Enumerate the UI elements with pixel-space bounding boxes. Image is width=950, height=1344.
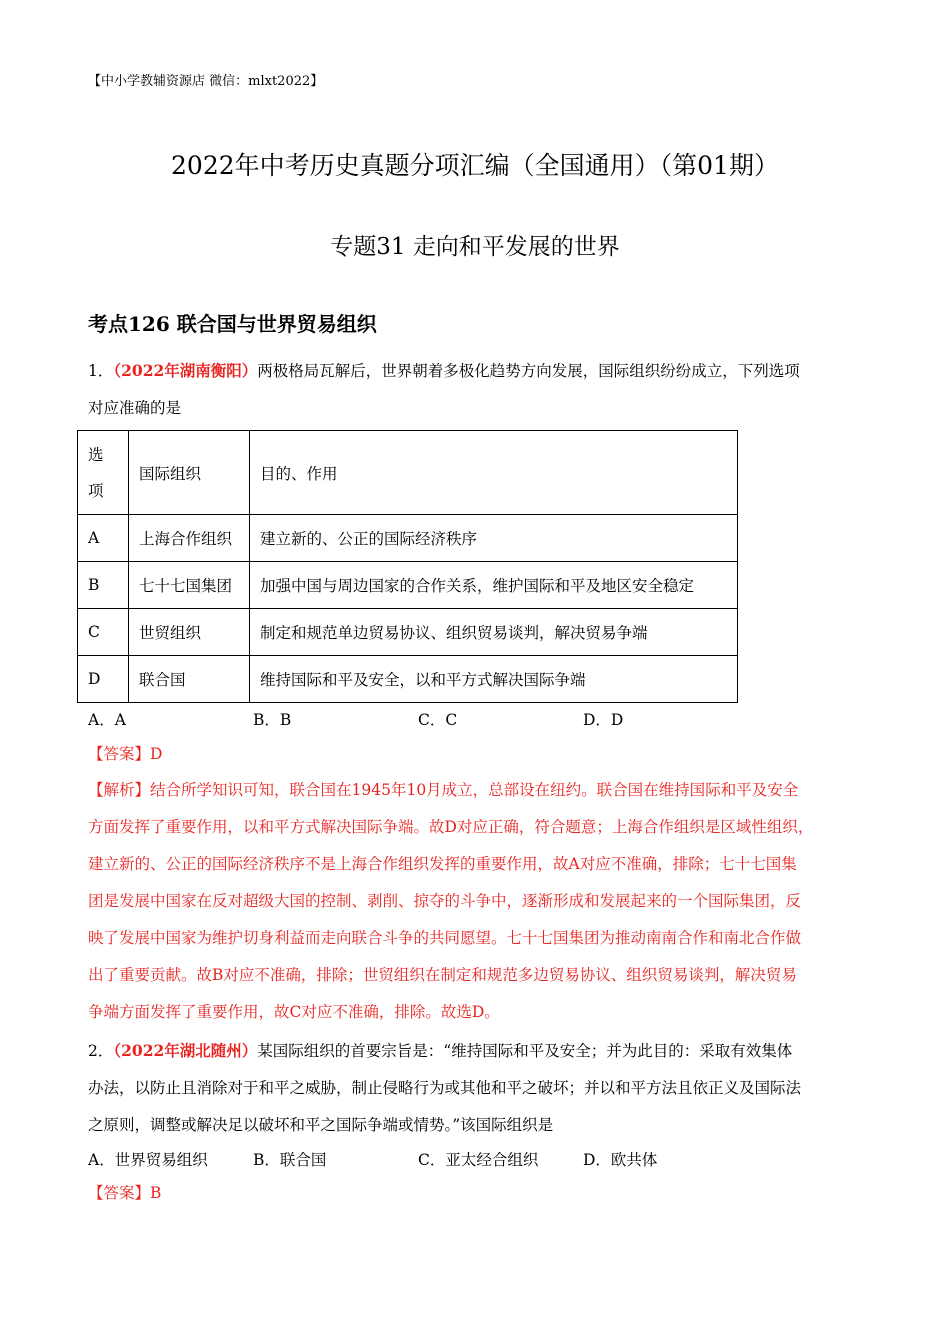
q2-answer bbox=[88, 1175, 873, 1212]
choice-a: A．A bbox=[88, 711, 126, 729]
q1-analysis bbox=[88, 772, 888, 1031]
table-header-row bbox=[78, 431, 738, 515]
section-title: 考点126 联合国与世界贸易组织 bbox=[88, 312, 377, 336]
answer-value: B bbox=[150, 1184, 162, 1202]
header-col1-line: 项 bbox=[88, 481, 104, 500]
choice-d: D．欧共体 bbox=[583, 1151, 658, 1169]
table-cell: A bbox=[78, 515, 129, 562]
header-col1-line: 选 bbox=[88, 445, 104, 464]
table-row bbox=[78, 562, 738, 609]
analysis-label: 【解析】 bbox=[88, 781, 151, 799]
table-cell: 加强中国与周边国家的合作关系，维护国际和平及地区安全稳定 bbox=[250, 562, 738, 609]
sub-title: 专题31 走向和平发展的世界 bbox=[330, 234, 620, 260]
source-note: 【中小学教辅资源店 微信：mlxt2022】 bbox=[88, 74, 324, 89]
q2-stem-line: 某国际组织的首要宗旨是：“维持国际和平及安全；并为此目的：采取有效集体 bbox=[257, 1042, 793, 1060]
analysis-line: 方面发挥了重要作用，以和平方式解决国际争端。故D对应正确，符合题意；上海合作组织是区域性组织， bbox=[88, 818, 814, 836]
table-cell: 上海合作组织 bbox=[129, 515, 250, 562]
choice-c: C．亚太经合组织 bbox=[418, 1151, 539, 1169]
choice-a: A．世界贸易组织 bbox=[88, 1151, 208, 1169]
q2-source: （2022年湖北随州） bbox=[113, 1041, 258, 1060]
answer-value: D bbox=[150, 745, 163, 763]
analysis-line: 争端方面发挥了重要作用，故C对应不准确，排除。故选D。 bbox=[88, 1003, 500, 1021]
q1-stem-line2: 对应准确的是 bbox=[88, 399, 182, 417]
answer-label: 【答案】 bbox=[88, 1184, 151, 1202]
answer-label: 【答案】 bbox=[88, 745, 151, 763]
choice-d: D．D bbox=[583, 711, 624, 729]
table-cell: 七十七国集团 bbox=[129, 562, 250, 609]
analysis-line: 出了重要贡献。故B对应不准确，排除；世贸组织在制定和规范多边贸易协议、组织贸易谈判，解决贸易 bbox=[88, 966, 797, 984]
table-row bbox=[78, 609, 738, 656]
q2-choices bbox=[88, 1148, 873, 1170]
table-cell: 制定和规范单边贸易协议、组织贸易谈判，解决贸易争端 bbox=[250, 609, 738, 656]
table-cell: D bbox=[78, 656, 129, 703]
choice-b: B．B bbox=[253, 711, 292, 729]
choice-b: B．联合国 bbox=[253, 1151, 327, 1169]
table-cell: 维持国际和平及安全，以和平方式解决国际争端 bbox=[250, 656, 738, 703]
analysis-line: 团是发展中国家在反对超级大国的控制、剥削、掠夺的斗争中，逐渐形成和发展起来的一个国际集团，反 bbox=[88, 892, 802, 910]
table-cell: 联合国 bbox=[129, 656, 250, 703]
choice-c: C．C bbox=[418, 711, 458, 729]
table-header-cell bbox=[78, 431, 129, 515]
q1-source: （2022年湖南衡阳） bbox=[113, 361, 258, 380]
table-row bbox=[78, 515, 738, 562]
options-table bbox=[77, 430, 738, 703]
table-cell: B bbox=[78, 562, 129, 609]
q2-stem-line: 办法，以防止且消除对于和平之威胁，制止侵略行为或其他和平之破坏；并以和平方法且依正义及国际法 bbox=[88, 1079, 802, 1097]
analysis-line: 映了发展中国家为维护切身利益而走向联合斗争的共同愿望。七十七国集团为推动南南合作和南北合作做 bbox=[88, 929, 802, 947]
q1-stem bbox=[88, 352, 873, 427]
analysis-line: 结合所学知识可知，联合国在1945年10月成立，总部设在纽约。联合国在维持国际和平及安全 bbox=[150, 781, 799, 799]
q1-answer bbox=[88, 736, 873, 773]
table-cell: C bbox=[78, 609, 129, 656]
analysis-line: 建立新的、公正的国际经济秩序不是上海合作组织发挥的重要作用，故A对应不准确，排除；七十七国集 bbox=[88, 855, 797, 873]
table-cell: 建立新的、公正的国际经济秩序 bbox=[250, 515, 738, 562]
table-header-cell: 目的、作用 bbox=[250, 431, 738, 515]
q2-number: 2． bbox=[88, 1042, 114, 1060]
q2-stem bbox=[88, 1032, 873, 1144]
table-row bbox=[78, 656, 738, 703]
q1-number: 1． bbox=[88, 362, 114, 380]
q1-stem-line1: 两极格局瓦解后，世界朝着多极化趋势方向发展，国际组织纷纷成立，下列选项 bbox=[257, 362, 800, 380]
q1-choices bbox=[88, 708, 873, 730]
table-header-cell: 国际组织 bbox=[129, 431, 250, 515]
q2-stem-line: 之原则，调整或解决足以破坏和平之国际争端或情势。”该国际组织是 bbox=[88, 1116, 554, 1134]
table-cell: 世贸组织 bbox=[129, 609, 250, 656]
main-title: 2022年中考历史真题分项汇编（全国通用）（第01期） bbox=[171, 151, 779, 180]
